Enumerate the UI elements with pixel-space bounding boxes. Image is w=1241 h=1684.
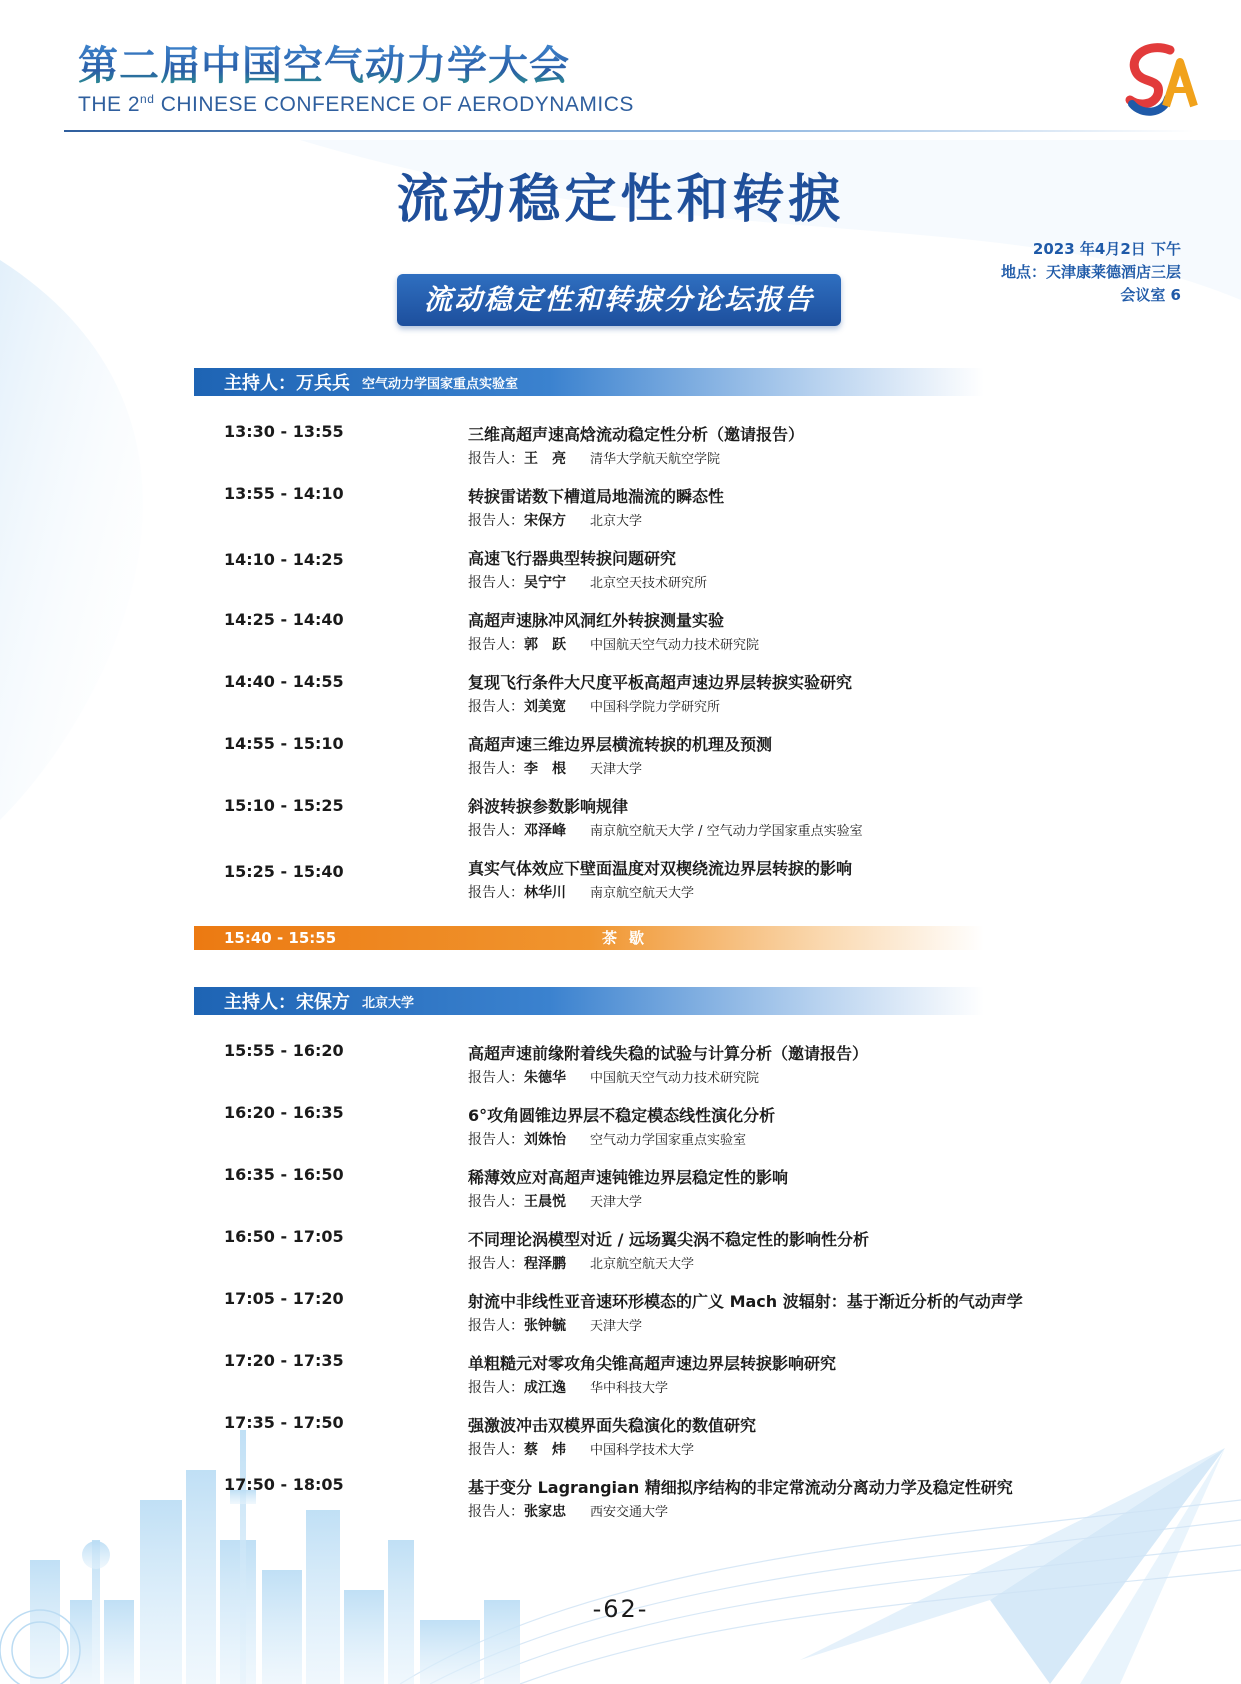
speaker-name: 宋保方 bbox=[524, 513, 566, 529]
speaker-affiliation: 中国航天空气动力技术研究院 bbox=[590, 1071, 760, 1086]
talk-row bbox=[0, 1475, 1241, 1531]
session-date: 2023 年4月2日 下午 bbox=[1032, 240, 1181, 258]
talk-title: 强激波冲击双模界面失稳演化的数值研究 bbox=[468, 1416, 757, 1435]
talk-time: 14:25 - 14:40 bbox=[224, 610, 344, 629]
talk-row bbox=[0, 1103, 1241, 1159]
talk-title: 6°攻角圆锥边界层不稳定模态线性演化分析 bbox=[468, 1106, 776, 1125]
speaker-affiliation: 清华大学航天航空学院 bbox=[590, 452, 721, 467]
talk-time: 17:35 - 17:50 bbox=[224, 1413, 344, 1432]
speaker-affiliation: 中国科学院力学研究所 bbox=[590, 700, 721, 715]
talk-title: 稀薄效应对高超声速钝锥边界层稳定性的影响 bbox=[468, 1168, 789, 1187]
session-venue: 地点：天津康莱德酒店三层 bbox=[1000, 263, 1181, 281]
talk-time: 16:50 - 17:05 bbox=[224, 1227, 344, 1246]
talk-title: 真实气体效应下壁面温度对双楔绕流边界层转捩的影响 bbox=[468, 859, 853, 878]
speaker-affiliation: 北京航空航天大学 bbox=[590, 1257, 695, 1272]
speaker-affiliation: 天津大学 bbox=[590, 762, 643, 777]
talk-time: 14:40 - 14:55 bbox=[224, 672, 344, 691]
speaker-name: 张钟毓 bbox=[524, 1318, 566, 1334]
speaker-name: 蔡 炜 bbox=[524, 1442, 566, 1458]
speaker-name: 邓泽峰 bbox=[524, 823, 566, 839]
speaker-affiliation: 天津大学 bbox=[590, 1195, 643, 1210]
talk-time: 16:20 - 16:35 bbox=[224, 1103, 344, 1122]
talk-row bbox=[0, 484, 1241, 540]
speaker-name: 吴宁宁 bbox=[524, 575, 566, 591]
talk-title: 复现飞行条件大尺度平板高超声速边界层转捩实验研究 bbox=[468, 673, 853, 692]
talk-speaker: 报告人：刘美宽 中国科学院力学研究所 bbox=[468, 696, 720, 716]
forum-subtitle: 流动稳定性和转捩分论坛报告 bbox=[397, 274, 841, 326]
chair-name: 主持人：宋保方 bbox=[224, 992, 350, 1013]
talk-row bbox=[0, 1413, 1241, 1469]
talk-speaker: 报告人：蔡 炜 中国科学技术大学 bbox=[468, 1439, 694, 1459]
talk-title: 高超声速前缘附着线失稳的试验与计算分析（邀请报告） bbox=[468, 1044, 869, 1063]
speaker-affiliation: 南京航空航天大学 / 空气动力学国家重点实验室 bbox=[590, 824, 863, 839]
talk-time: 17:05 - 17:20 bbox=[224, 1289, 344, 1308]
session-title: 流动稳定性和转捩 bbox=[396, 170, 845, 230]
talk-speaker: 报告人：王晨悦 天津大学 bbox=[468, 1191, 642, 1211]
talk-speaker: 报告人：刘姝怡 空气动力学国家重点实验室 bbox=[468, 1129, 746, 1149]
talk-row bbox=[0, 608, 1241, 664]
talk-time: 17:20 - 17:35 bbox=[224, 1351, 344, 1370]
talk-row bbox=[0, 732, 1241, 788]
talk-speaker: 报告人：林华川 南京航空航天大学 bbox=[468, 882, 694, 902]
speaker-name: 刘姝怡 bbox=[524, 1132, 566, 1148]
talk-time: 17:50 - 18:05 bbox=[224, 1475, 344, 1494]
chair-bar-session-2 bbox=[194, 987, 984, 1015]
speaker-affiliation: 空气动力学国家重点实验室 bbox=[590, 1133, 747, 1148]
talk-title: 高速飞行器典型转捩问题研究 bbox=[468, 549, 677, 568]
speaker-name: 林华川 bbox=[524, 885, 566, 901]
talk-time: 15:10 - 15:25 bbox=[224, 796, 344, 815]
conference-header bbox=[78, 42, 634, 117]
tea-break-bar bbox=[194, 926, 984, 950]
speaker-affiliation: 中国科学技术大学 bbox=[590, 1443, 695, 1458]
talk-time: 13:55 - 14:10 bbox=[224, 484, 344, 503]
talk-time: 16:35 - 16:50 bbox=[224, 1165, 344, 1184]
speaker-affiliation: 南京航空航天大学 bbox=[590, 886, 695, 901]
talk-title: 转捩雷诺数下槽道局地湍流的瞬态性 bbox=[468, 487, 725, 506]
talk-title: 高超声速三维边界层横流转捩的机理及预测 bbox=[468, 735, 773, 754]
conference-title-en: THE 2nd CHINESE CONFERENCE OF AERODYNAMICS bbox=[78, 92, 634, 116]
talk-row bbox=[0, 1351, 1241, 1407]
talk-row bbox=[0, 856, 1241, 912]
speaker-name: 王晨悦 bbox=[524, 1194, 566, 1210]
speaker-name: 刘美宽 bbox=[524, 699, 566, 715]
talk-title: 三维高超声速高焓流动稳定性分析（邀请报告） bbox=[468, 425, 805, 444]
speaker-name: 王 亮 bbox=[524, 451, 566, 467]
talk-speaker: 报告人：成江逸 华中科技大学 bbox=[468, 1377, 668, 1397]
speaker-affiliation: 中国航天空气动力技术研究院 bbox=[590, 638, 760, 653]
talk-speaker: 报告人：李 根 天津大学 bbox=[468, 758, 642, 778]
chair-affiliation: 空气动力学国家重点实验室 bbox=[362, 376, 519, 392]
talk-row bbox=[0, 670, 1241, 726]
talk-speaker: 报告人：程泽鹏 北京航空航天大学 bbox=[468, 1253, 694, 1273]
talk-row bbox=[0, 1165, 1241, 1221]
talk-row bbox=[0, 1289, 1241, 1345]
session-room: 会议室 6 bbox=[1120, 286, 1181, 304]
chair-affiliation: 北京大学 bbox=[362, 995, 415, 1011]
conference-title-cn: 第二届中国空气动力学大会 bbox=[78, 42, 634, 90]
speaker-name: 程泽鹏 bbox=[524, 1256, 566, 1272]
speaker-affiliation: 天津大学 bbox=[590, 1319, 643, 1334]
talk-time: 15:55 - 16:20 bbox=[224, 1041, 344, 1060]
speaker-name: 张家忠 bbox=[524, 1504, 566, 1520]
talk-time: 14:10 - 14:25 bbox=[224, 550, 344, 569]
talk-speaker: 报告人：吴宁宁 北京空天技术研究所 bbox=[468, 572, 707, 592]
session-meta bbox=[1001, 238, 1181, 307]
talk-time: 13:30 - 13:55 bbox=[224, 422, 344, 441]
speaker-affiliation: 华中科技大学 bbox=[590, 1381, 669, 1396]
speaker-affiliation: 北京大学 bbox=[590, 514, 643, 529]
talk-title: 射流中非线性亚音速环形模态的广义 Mach 波辐射：基于渐近分析的气动声学 bbox=[468, 1292, 1023, 1311]
talk-row bbox=[0, 422, 1241, 478]
talk-title: 斜波转捩参数影响规律 bbox=[468, 797, 629, 816]
break-time: 15:40 - 15:55 bbox=[224, 929, 337, 947]
talk-speaker: 报告人：邓泽峰 南京航空航天大学 / 空气动力学国家重点实验室 bbox=[468, 820, 863, 840]
speaker-name: 郭 跃 bbox=[524, 637, 566, 653]
talk-speaker: 报告人：郭 跃 中国航天空气动力技术研究院 bbox=[468, 634, 759, 654]
talk-speaker: 报告人：张家忠 西安交通大学 bbox=[468, 1501, 668, 1521]
chair-bar-session-1 bbox=[194, 368, 984, 396]
header-divider bbox=[64, 130, 1194, 132]
break-label: 茶歇 bbox=[602, 929, 657, 947]
talk-time: 15:25 - 15:40 bbox=[224, 862, 344, 881]
talk-speaker: 报告人：宋保方 北京大学 bbox=[468, 510, 642, 530]
speaker-affiliation: 北京空天技术研究所 bbox=[590, 576, 708, 591]
conference-logo-icon bbox=[1118, 40, 1198, 120]
speaker-affiliation: 西安交通大学 bbox=[590, 1505, 669, 1520]
talk-title: 单粗糙元对零攻角尖锥高超声速边界层转捩影响研究 bbox=[468, 1354, 837, 1373]
talk-row bbox=[0, 794, 1241, 850]
talk-row bbox=[0, 1227, 1241, 1283]
talk-speaker: 报告人：张钟毓 天津大学 bbox=[468, 1315, 642, 1335]
speaker-name: 成江逸 bbox=[524, 1380, 566, 1396]
talk-time: 14:55 - 15:10 bbox=[224, 734, 344, 753]
talk-speaker: 报告人：王 亮 清华大学航天航空学院 bbox=[468, 448, 720, 468]
talk-speaker: 报告人：朱德华 中国航天空气动力技术研究院 bbox=[468, 1067, 759, 1087]
page-number: -62- bbox=[592, 1595, 649, 1623]
talk-title: 不同理论涡模型对近 / 远场翼尖涡不稳定性的影响性分析 bbox=[468, 1230, 869, 1249]
talk-row bbox=[0, 1041, 1241, 1097]
talk-title: 高超声速脉冲风洞红外转捩测量实验 bbox=[468, 611, 725, 630]
talk-row bbox=[0, 546, 1241, 602]
speaker-name: 朱德华 bbox=[524, 1070, 566, 1086]
talk-title: 基于变分 Lagrangian 精细拟序结构的非定常流动分离动力学及稳定性研究 bbox=[468, 1478, 1013, 1497]
speaker-name: 李 根 bbox=[524, 761, 566, 777]
chair-name: 主持人：万兵兵 bbox=[224, 373, 350, 394]
